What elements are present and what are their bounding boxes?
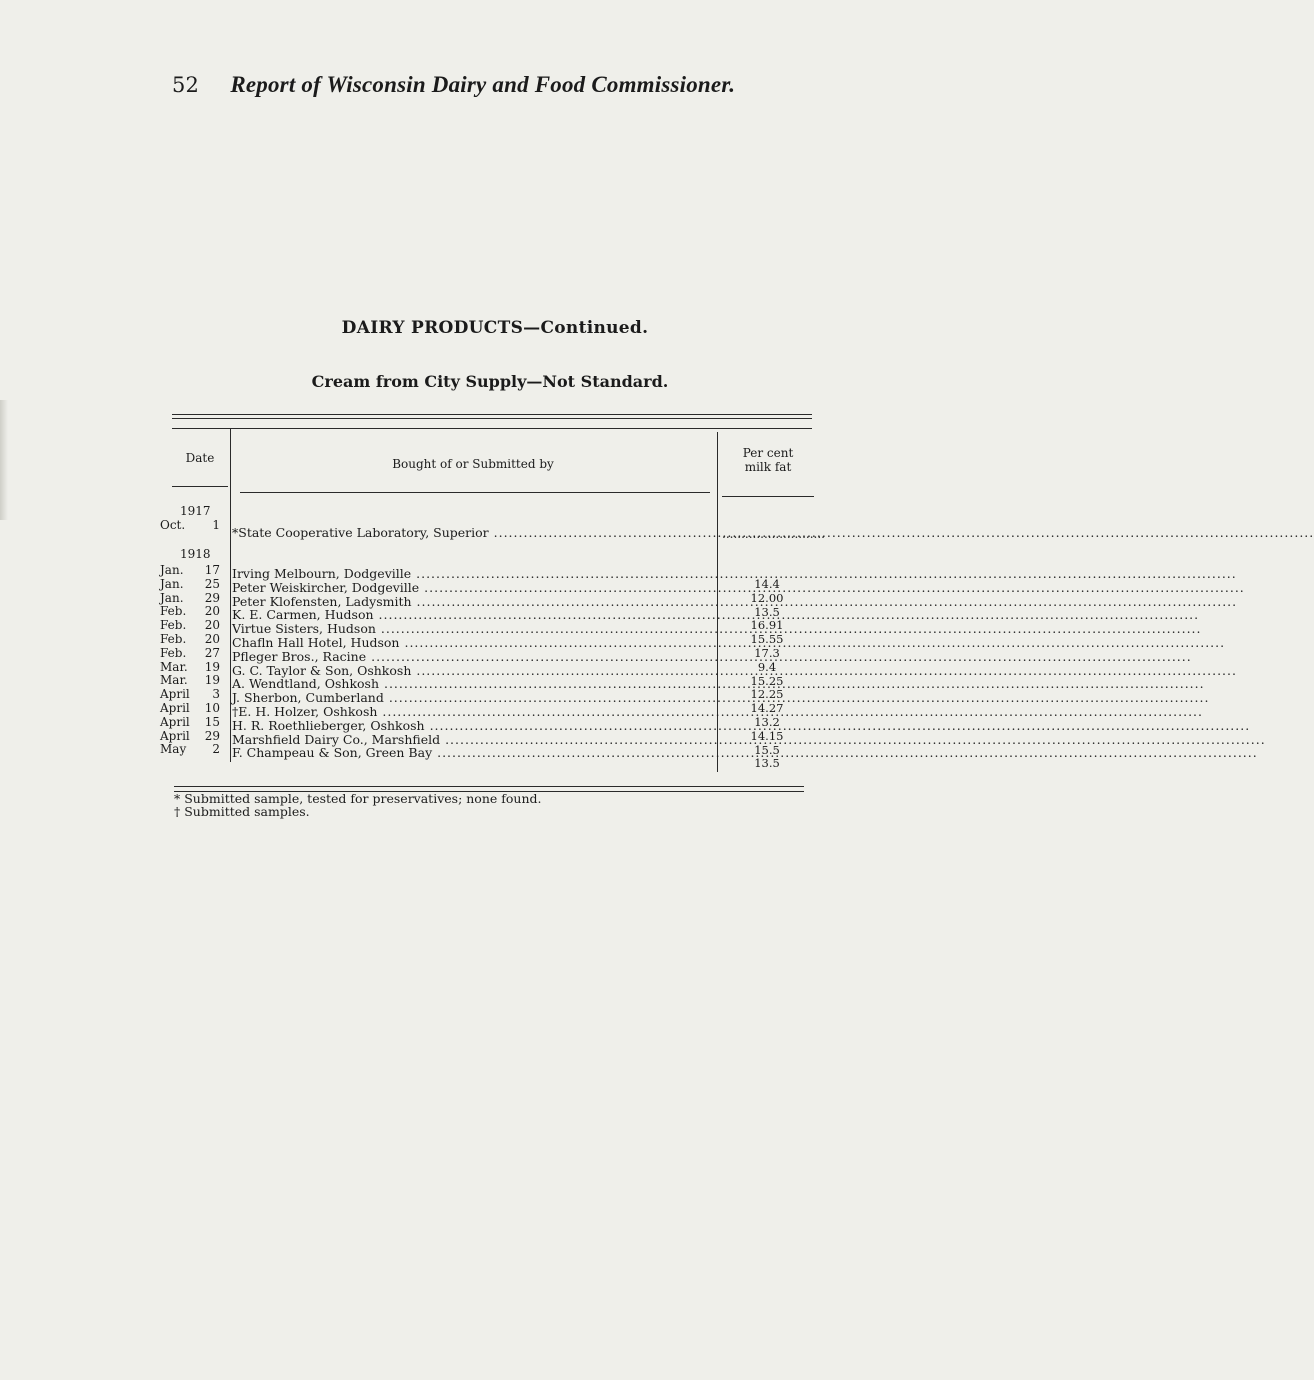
date-month: Oct. [160, 518, 186, 532]
milk-fat-value: 12.25 [750, 687, 784, 702]
date-month: April [160, 728, 190, 743]
milk-fat-value: 14.4 [754, 577, 780, 591]
header-submitted-by: Bought of or Submitted by [392, 457, 554, 471]
date-cell [160, 619, 220, 632]
date-cell [160, 578, 220, 591]
date-cell [160, 674, 220, 687]
submitter-name-1917: *State Cooperative Laboratory, Superior ..... [232, 526, 714, 539]
date-month: Feb. [160, 632, 187, 646]
date-month: April [160, 687, 190, 702]
date-day: 27 [204, 645, 220, 660]
submitter-name: †E. H. Holzer, Oshkosh ..... [232, 705, 714, 718]
col-divider-date [230, 428, 231, 762]
year-label-1917: 1917 [180, 504, 211, 518]
submitter-name: Peter Klofensten, Ladysmith ..... [232, 595, 714, 608]
date-cell [160, 743, 220, 756]
submitter-name: Pfleger Bros., Racine ..... [232, 650, 714, 663]
milk-fat-value: 16.91 [750, 618, 784, 633]
date-day: 19 [204, 673, 220, 688]
submitter-name: Chafln Hall Hotel, Hudson ..... [232, 636, 714, 649]
table-top-rule-2 [172, 418, 812, 419]
header-fat [722, 446, 814, 474]
milk-fat-value: 13.5 [754, 756, 780, 771]
scan-edge [0, 400, 8, 520]
date-month: May [160, 742, 187, 757]
submitter-name: Peter Weiskircher, Dodgeville ..... [232, 581, 714, 594]
milk-fat-value: 15.5 [754, 742, 780, 757]
milk-fat-value: 17.3 [754, 646, 780, 660]
date-day: 3 [212, 687, 220, 702]
submitter-name: K. E. Carmen, Hudson ..... [232, 608, 714, 621]
date-month: Jan. [160, 563, 184, 577]
date-cell [160, 647, 220, 660]
submitter-name: A. Wendtland, Oshkosh ..... [232, 677, 714, 690]
submitter-name: F. Champeau & Son, Green Bay ..... [232, 746, 714, 759]
date-day: 10 [204, 701, 220, 715]
milk-fat-value: 13.5 [754, 604, 780, 619]
footnote-star: * Submitted sample, tested for preservatives; none found. [174, 791, 542, 806]
footer-rule [174, 786, 804, 787]
date-day: 1 [212, 518, 220, 532]
date-month: April [160, 701, 190, 715]
date-cell [160, 592, 220, 605]
year-label-1918: 1918 [180, 547, 211, 561]
report-title: Report of Wisconsin Dairy and Food Commissioner. [230, 72, 736, 97]
date-month: Feb. [160, 604, 187, 619]
date-month: Jan. [160, 590, 184, 605]
date-day: 29 [204, 728, 220, 743]
date-month: Feb. [160, 645, 187, 660]
date-day: 20 [204, 632, 220, 646]
date-day: 25 [204, 576, 220, 591]
date-day: 20 [204, 604, 220, 619]
milk-fat-value: 13.2 [754, 715, 780, 729]
submitter-name: H. R. Roethlieberger, Oshkosh ..... [232, 719, 714, 732]
date-day: 29 [204, 590, 220, 605]
date-cell [160, 564, 220, 577]
date-day: 20 [204, 618, 220, 633]
date-day: 15 [204, 714, 220, 729]
date-day: 19 [204, 659, 220, 674]
date-month: Mar. [160, 659, 188, 674]
date-cell [160, 688, 220, 701]
header-date: Date [185, 451, 215, 465]
running-head [172, 72, 812, 98]
header-fat-line2: milk fat [744, 460, 792, 474]
milk-fat-value: 14.15 [750, 728, 784, 743]
submitter-name: Irving Melbourn, Dodgeville ..... [232, 567, 714, 580]
fat-header-rule [722, 496, 814, 497]
date-month: April [160, 714, 190, 729]
date-cell [160, 702, 220, 715]
milk-fat-value: 15.55 [750, 632, 784, 647]
submitter-name: G. C. Taylor & Son, Oshkosh ..... [232, 664, 714, 677]
page-number: 52 [172, 73, 200, 97]
submitter-name: Marshfield Dairy Co., Marshfield ..... [232, 733, 714, 746]
date-cell-1917 [160, 519, 220, 532]
date-cell [160, 605, 220, 618]
date-day: 2 [212, 742, 220, 757]
date-month: Jan. [160, 576, 184, 591]
milk-fat-value: 9.4 [757, 659, 777, 674]
milk-fat-value: 14.27 [750, 701, 784, 716]
header-fat-line1: Per cent [742, 446, 794, 460]
submitter-name: Virtue Sisters, Hudson ..... [232, 622, 714, 635]
date-cell [160, 633, 220, 646]
date-cell [160, 716, 220, 729]
table-top-rule-3 [172, 428, 812, 429]
date-header-rule [172, 486, 228, 487]
submitter-name: J. Sherbon, Cumberland ..... [232, 691, 714, 704]
date-month: Mar. [160, 673, 188, 688]
footnote-dagger: † Submitted samples. [174, 804, 310, 819]
milk-fat-value: 12.00 [750, 590, 784, 605]
sub-title: Cream from City Supply—Not Standard. [311, 372, 669, 391]
table-top-rule [172, 414, 812, 415]
milk-fat-value: 15.25 [750, 673, 784, 688]
date-cell [160, 661, 220, 674]
date-month: Feb. [160, 618, 187, 633]
name-header-rule [240, 492, 710, 493]
section-title: DAIRY PRODUCTS—Continued. [341, 318, 649, 338]
date-cell [160, 730, 220, 743]
date-day: 17 [204, 563, 220, 577]
fat-empty-1917: ........................... [722, 527, 825, 541]
